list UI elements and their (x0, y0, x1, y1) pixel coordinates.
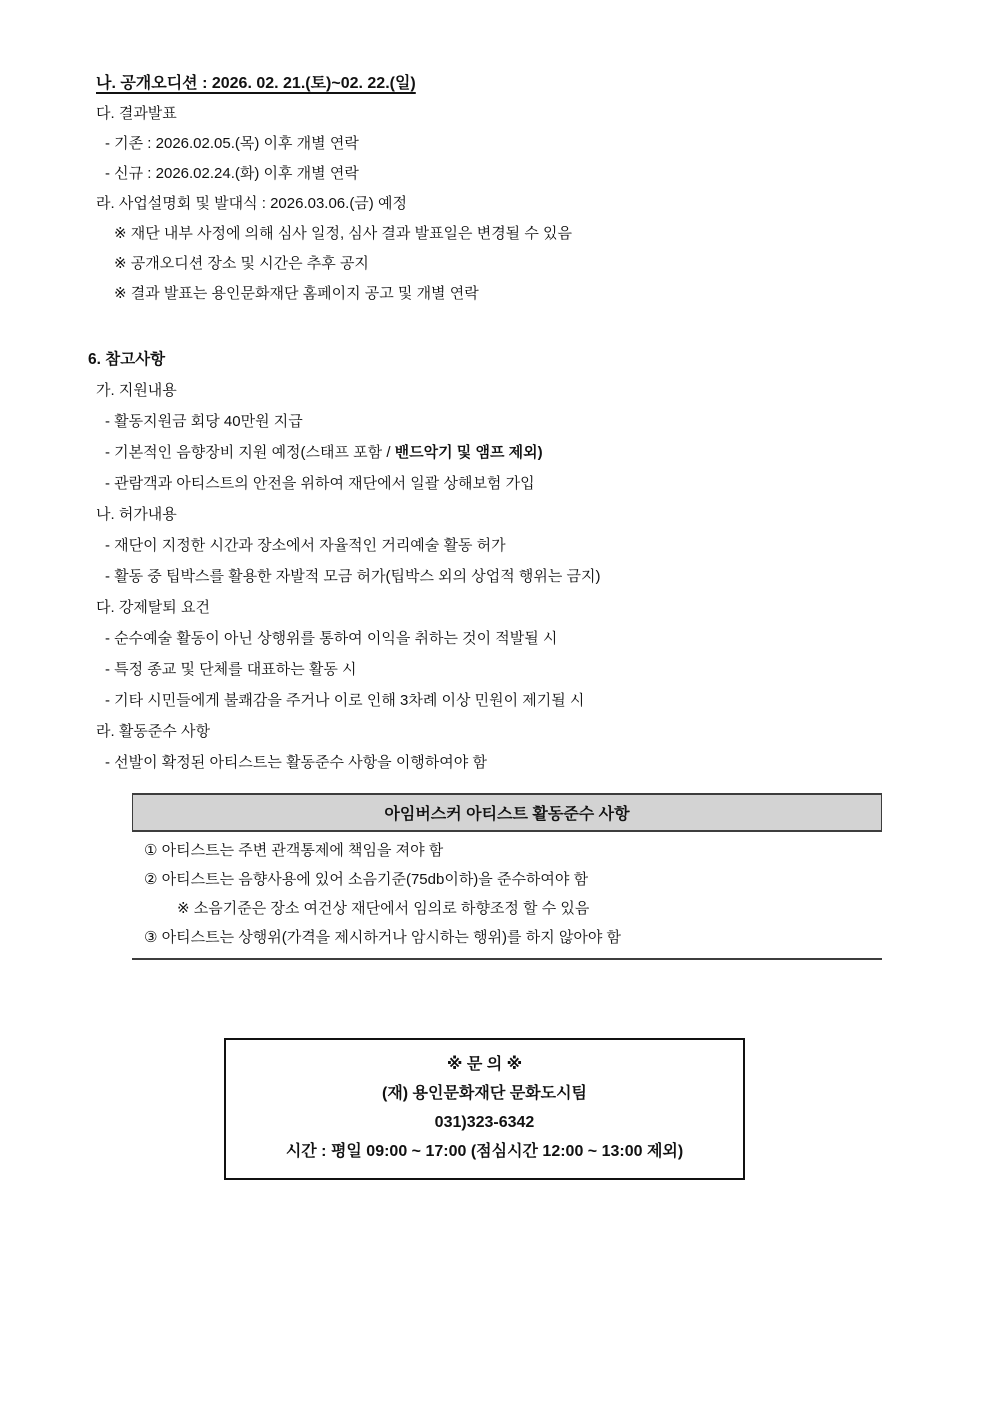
result-item-new: - 신규 : 2026.02.24.(화) 이후 개별 연락 (105, 165, 359, 182)
compliance-table-header: 아임버스커 아티스트 활동준수 사항 (132, 793, 882, 832)
note-audition-place: ※ 공개오디션 장소 및 시간은 추후 공지 (114, 255, 369, 272)
support-item-equipment-bold: 밴드악기 및 앰프 제외) (394, 444, 543, 461)
support-item-equipment (88, 437, 992, 468)
support-item-fund: - 활동지원금 회당 40만원 지급 (105, 413, 303, 430)
support-item-equipment-normal: - 기본적인 음향장비 지원 예정(스태프 포함 / (105, 444, 395, 461)
table-row-crowd-control: ① 아티스트는 주변 관객통제에 책임을 져야 함 (144, 842, 444, 859)
contact-phone: 031)323-6342 (434, 1114, 535, 1131)
compliance-table (132, 793, 882, 960)
contact-hours: 시간 : 평일 09:00 ~ 17:00 (점심시간 12:00 ~ 13:00 제외) (285, 1143, 684, 1160)
audition-date-heading-text: 나. 공개오디션 : 2026. 02. 21.(토)~02. 22.(일) (96, 75, 416, 92)
note-schedule-change: ※ 재단 내부 사정에 의해 심사 일정, 심사 결과 발표일은 변경될 수 있음 (114, 225, 572, 242)
contact-title: ※ 문 의 ※ (446, 1056, 523, 1073)
expulsion-item-complaint: - 기타 시민들에게 불쾌감을 주거나 이로 인해 3차례 이상 민원이 제기될 시 (105, 692, 585, 709)
support-heading: 가. 지원내용 (96, 382, 177, 399)
result-item-existing: - 기존 : 2026.02.05.(목) 이후 개별 연락 (105, 135, 359, 152)
compliance-table-body (132, 832, 882, 960)
results-heading: 다. 결과발표 (96, 105, 177, 122)
contact-org: (재) 용인문화재단 문화도시팀 (381, 1085, 588, 1102)
compliance-item-selected: - 선발이 확정된 아티스트는 활동준수 사항을 이행하여야 함 (105, 754, 487, 771)
expulsion-item-commerce: - 순수예술 활동이 아닌 상행위를 통하여 이익을 취하는 것이 적발될 시 (105, 630, 558, 647)
table-row-noise-limit: ② 아티스트는 음향사용에 있어 소음기준(75db이하)을 준수하여야 함 (144, 871, 589, 888)
contact-box (224, 1038, 745, 1180)
expulsion-heading: 다. 강제탈퇴 요건 (96, 599, 210, 616)
note-result-announce: ※ 결과 발표는 용인문화재단 홈페이지 공고 및 개별 연락 (114, 285, 479, 302)
permission-item-tipbox: - 활동 중 팁박스를 활용한 자발적 모금 허가(팁박스 외의 상업적 행위는 금지) (105, 568, 601, 585)
support-item-insurance: - 관람객과 아티스트의 안전을 위하여 재단에서 일괄 상해보험 가입 (105, 475, 535, 492)
briefing-line: 라. 사업설명회 및 발대식 : 2026.03.06.(금) 예정 (96, 195, 407, 212)
table-row-no-commerce: ③ 아티스트는 상행위(가격을 제시하거나 암시하는 행위)를 하지 않아야 함 (144, 929, 621, 946)
expulsion-item-religion: - 특정 종교 및 단체를 대표하는 활동 시 (105, 661, 357, 678)
compliance-heading: 라. 활동준수 사항 (96, 723, 210, 740)
permission-heading: 나. 허가내용 (96, 506, 177, 523)
table-row-noise-note: ※ 소음기준은 장소 여건상 재단에서 임의로 하향조정 할 수 있음 (177, 900, 590, 917)
reference-section (88, 344, 992, 778)
permission-item-activity: - 재단이 지정한 시간과 장소에서 자율적인 거리예술 활동 허가 (105, 537, 506, 554)
audition-date-heading (88, 69, 992, 99)
reference-heading: 6. 참고사항 (88, 351, 166, 368)
